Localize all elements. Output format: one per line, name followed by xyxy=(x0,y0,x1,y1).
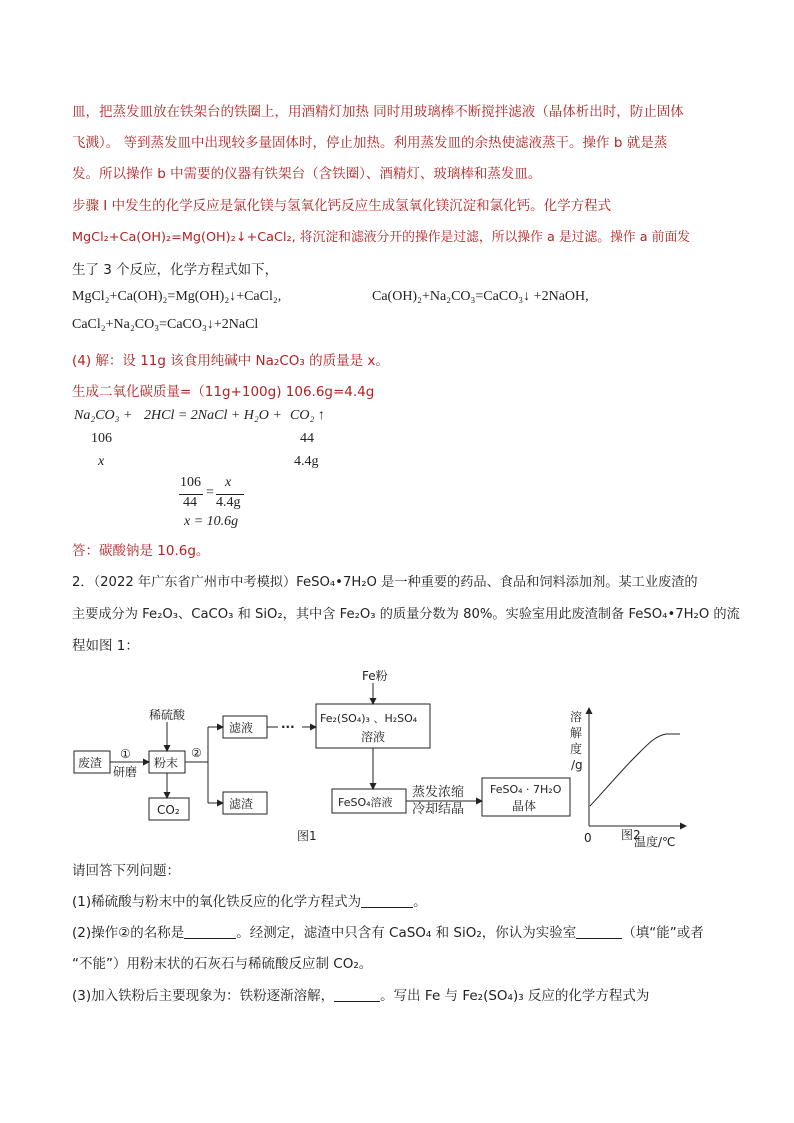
q1-end: 。 xyxy=(413,894,427,910)
q1-text: (1)稀硫酸与粉末中的氧化铁反应的化学方程式为 xyxy=(72,894,362,910)
co2-mass-line: 生成二氧化碳质量=（11g+100g) 106.6g=4.4g xyxy=(72,384,375,400)
var-x: x xyxy=(98,454,105,469)
label-crystal-line2: 晶体 xyxy=(512,799,537,813)
equation-3: CaCl₂+Na₂CO₃=CaCO₃↓+2NaCl xyxy=(72,317,259,332)
q2c-text: （填“能”或者 xyxy=(622,925,704,941)
label-filtrate: 滤液 xyxy=(229,721,254,735)
ratio-num-left: 106 xyxy=(180,475,201,490)
question-2-cont: “不能”）用粉末状的石灰石与稀硫酸反应制 CO₂。 xyxy=(72,956,373,972)
para2-line1: 步骤 I 中发生的化学反应是氯化镁与氢氧化钙反应生成氢氧化镁沉淀和氯化钙。化学方程式 xyxy=(72,198,612,214)
fig2-ylabel-1: 溶 xyxy=(570,710,583,724)
equation-1: MgCl₂+Ca(OH)₂=Mg(OH)₂↓+CaCl₂, xyxy=(72,289,282,304)
para2-line3: 生了 3 个反应，化学方程式如下， xyxy=(72,262,279,278)
question-3 xyxy=(72,986,649,1006)
eq-middle: 2HCl = 2NaCl + H₂O + xyxy=(144,408,282,423)
label-waste: 废渣 xyxy=(78,756,103,770)
para1-line1: 皿，把蒸发皿放在铁架台的铁圈上，用酒精灯加热 同时用玻璃棒不断搅拌滤液（晶体析出时，防止固体 xyxy=(72,104,684,120)
q1-answer-blank[interactable] xyxy=(361,893,413,908)
label-ellipsis: ··· xyxy=(281,720,295,734)
q3-phenomenon-blank[interactable] xyxy=(334,987,380,1002)
label-grind: 研磨 xyxy=(113,765,138,779)
q3b-text: 。写出 Fe 与 Fe₂(SO₄)₃ 反应的化学方程式为 xyxy=(380,988,650,1004)
q2-line1: 2．（2022 年广东省广州市中考模拟）FeSO₄•7H₂O 是一种重要的药品、食品和饲料添加剂。某工业废渣的 xyxy=(72,575,698,590)
eq-product-co2: CO₂ ↑ xyxy=(290,408,325,423)
figure2-caption: 图2 xyxy=(621,828,641,842)
mr-na2co3: 106 xyxy=(91,431,112,446)
label-feso4-solution: FeSO₄溶液 xyxy=(338,796,393,809)
answer-line: 答：碳酸钠是 10.6g。 xyxy=(72,543,210,559)
label-step1: ① xyxy=(120,747,131,761)
question-1 xyxy=(72,892,427,912)
questions-prompt: 请回答下列问题： xyxy=(72,863,180,879)
para2-line2: MgCl₂+Ca(OH)₂=Mg(OH)₂↓+CaCl₂, 将沉淀和滤液分开的操作是过滤，所以操作 a 是过滤。操作 a 前面发 xyxy=(72,230,691,245)
fig2-xlabel: 温度/℃ xyxy=(634,835,676,849)
label-crystal-line1: FeSO₄ · 7H₂O xyxy=(490,783,562,796)
solubility-curve xyxy=(590,734,680,806)
label-cool: 冷却结晶 xyxy=(412,802,465,817)
ratio-equals: = xyxy=(206,485,214,500)
para1-line3: 发。所以操作 b 中需要的仪器有铁架台（含铁圈）、酒精灯、玻璃棒和蒸发皿。 xyxy=(72,166,542,182)
label-evaporate: 蒸发浓缩 xyxy=(412,785,465,800)
q2-line3: 程如图 1： xyxy=(72,638,139,654)
figure1-caption: 图1 xyxy=(297,829,317,843)
question-2 xyxy=(72,923,704,943)
label-dilute-acid: 稀硫酸 xyxy=(149,708,186,722)
label-step2: ② xyxy=(191,746,202,760)
fig2-origin: 0 xyxy=(584,831,592,845)
equation-2: Ca(OH)₂+Na₂CO₃=CaCO₃↓ +2NaOH, xyxy=(372,289,589,304)
fig2-ylabel-3: 度 xyxy=(570,742,583,756)
label-residue: 滤渣 xyxy=(229,797,254,811)
q2-line2: 主要成分为 Fe₂O₃、CaCO₃ 和 SiO₂，其中含 Fe₂O₃ 的质量分数为 80%。实验室用此废渣制备 FeSO₄•7H₂O 的流 xyxy=(72,607,740,622)
q2b-text: 。经测定，滤渣中只含有 CaSO₄ 和 SiO₂，你认为实验室 xyxy=(236,925,577,941)
ratio-num-right: x xyxy=(225,475,232,490)
eq-reactant-na2co3: Na₂CO₃ + xyxy=(74,408,133,423)
para1-line2: 飞溅）。 等到蒸发皿中出现较多量固体时，停止加热。利用蒸发皿的余热使滤液蒸干。操作 b 就是蒸 xyxy=(72,135,668,151)
label-co2: CO₂ xyxy=(157,803,180,817)
mass-co2: 4.4g xyxy=(294,454,319,469)
ratio-den-right: 4.4g xyxy=(216,495,241,510)
fig2-ylabel-4: /g xyxy=(571,758,583,772)
label-powder: 粉末 xyxy=(154,756,179,770)
q2-name-blank[interactable] xyxy=(184,924,236,939)
q3a-text: (3)加入铁粉后主要现象为：铁粉逐渐溶解， xyxy=(72,988,335,1004)
label-fe-powder: Fe粉 xyxy=(362,669,388,683)
ratio-den-left: 44 xyxy=(183,495,197,510)
label-solution-line2: 溶液 xyxy=(361,730,386,744)
mr-co2: 44 xyxy=(300,431,314,446)
part4-intro: (4) 解：设 11g 该食用纯碱中 Na₂CO₃ 的质量是 x。 xyxy=(72,353,389,369)
label-solution-line1: Fe₂(SO₄)₃ 、H₂SO₄ xyxy=(320,712,418,725)
flowchart-figure xyxy=(0,660,794,850)
q2a-text: (2)操作②的名称是 xyxy=(72,925,185,941)
fig2-ylabel-2: 解 xyxy=(570,726,583,740)
q2-can-blank[interactable] xyxy=(576,924,622,939)
ratio-result: x = 10.6g xyxy=(184,514,239,529)
